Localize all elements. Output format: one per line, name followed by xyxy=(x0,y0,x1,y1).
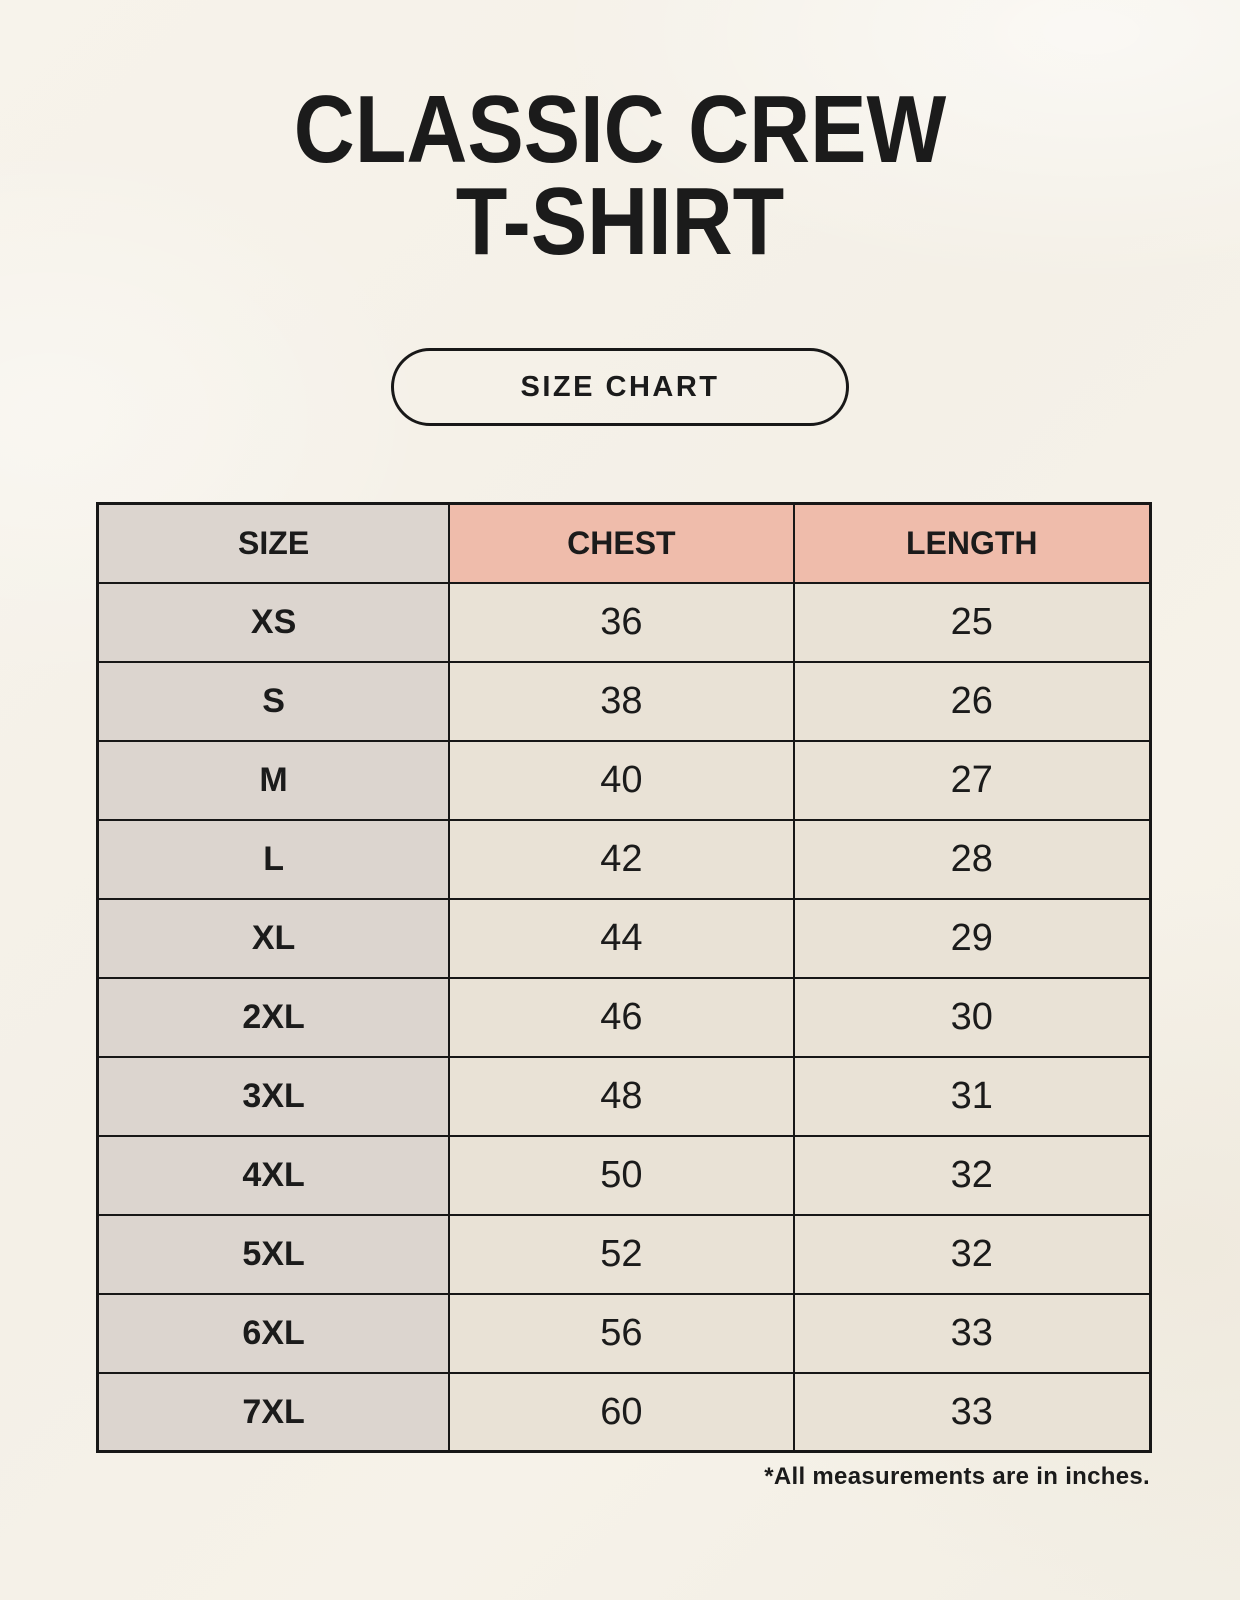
length-value: 28 xyxy=(794,820,1151,899)
page-title xyxy=(0,0,1240,276)
column-header-size: SIZE xyxy=(98,504,450,583)
chest-value: 46 xyxy=(449,978,793,1057)
length-value: 32 xyxy=(794,1136,1151,1215)
table-row xyxy=(98,978,1151,1057)
size-label: 5XL xyxy=(98,1215,450,1294)
title-line-1: CLASSIC CREW xyxy=(293,76,947,183)
length-value: 29 xyxy=(794,899,1151,978)
table-row xyxy=(98,1215,1151,1294)
size-label: 4XL xyxy=(98,1136,450,1215)
table-row xyxy=(98,899,1151,978)
table-row xyxy=(98,1373,1151,1452)
size-label: M xyxy=(98,741,450,820)
table-row xyxy=(98,1057,1151,1136)
size-table xyxy=(96,502,1152,1453)
title-line-2: T-SHIRT xyxy=(455,168,785,276)
table-header-row xyxy=(98,504,1151,583)
chest-value: 40 xyxy=(449,741,793,820)
size-label: L xyxy=(98,820,450,899)
size-chart-badge[interactable] xyxy=(391,348,849,426)
chest-value: 38 xyxy=(449,662,793,741)
table-row xyxy=(98,1294,1151,1373)
column-header-chest: CHEST xyxy=(449,504,793,583)
length-value: 30 xyxy=(794,978,1151,1057)
size-label: XL xyxy=(98,899,450,978)
size-chart-label: SIZE CHART xyxy=(520,370,720,403)
chest-value: 36 xyxy=(449,583,793,662)
size-label: 3XL xyxy=(98,1057,450,1136)
column-header-length: LENGTH xyxy=(794,504,1151,583)
size-label: 7XL xyxy=(98,1373,450,1452)
chest-value: 42 xyxy=(449,820,793,899)
chest-value: 50 xyxy=(449,1136,793,1215)
chest-value: 52 xyxy=(449,1215,793,1294)
size-label: XS xyxy=(98,583,450,662)
table-row xyxy=(98,583,1151,662)
length-value: 26 xyxy=(794,662,1151,741)
table-row xyxy=(98,741,1151,820)
chest-value: 48 xyxy=(449,1057,793,1136)
table-row xyxy=(98,820,1151,899)
size-label: 2XL xyxy=(98,978,450,1057)
size-label: S xyxy=(98,662,450,741)
length-value: 32 xyxy=(794,1215,1151,1294)
size-label: 6XL xyxy=(98,1294,450,1373)
table-row xyxy=(98,662,1151,741)
table-row xyxy=(98,1136,1151,1215)
measurements-note: *All measurements are in inches. xyxy=(764,1463,1150,1491)
length-value: 25 xyxy=(794,583,1151,662)
length-value: 33 xyxy=(794,1294,1151,1373)
chest-value: 60 xyxy=(449,1373,793,1452)
length-value: 27 xyxy=(794,741,1151,820)
chest-value: 56 xyxy=(449,1294,793,1373)
chest-value: 44 xyxy=(449,899,793,978)
length-value: 33 xyxy=(794,1373,1151,1452)
length-value: 31 xyxy=(794,1057,1151,1136)
